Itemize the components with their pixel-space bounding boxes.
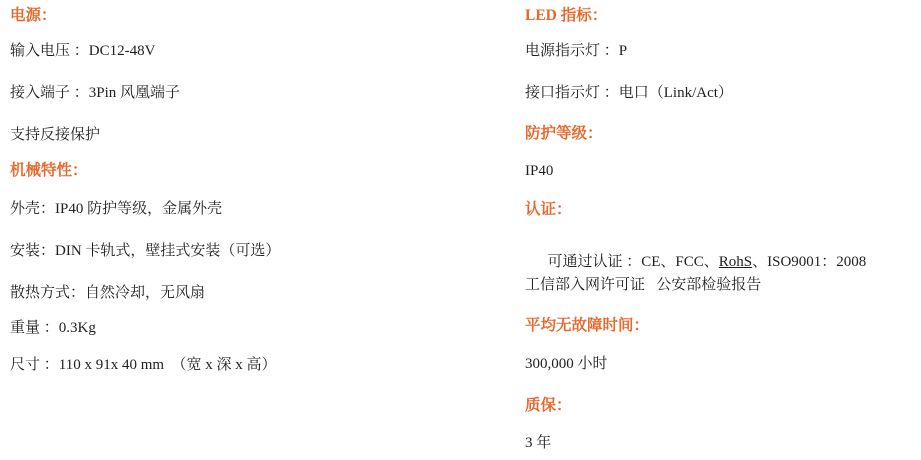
spec-cooling: 散热方式：自然冷却，无风扇 bbox=[10, 285, 206, 301]
spec-certifications-text: 可通过认证 ：CE、FCC、RohS、ISO9001：2008 bbox=[547, 254, 867, 270]
spec-weight: 重量 ：0.3Kg bbox=[10, 320, 96, 336]
section-heading-certification: 认证： bbox=[525, 201, 572, 218]
spec-power-led: 电源指示灯 ：P bbox=[525, 43, 628, 59]
spec-input-terminal: 接入端子 ：3Pin 风凰端子 bbox=[10, 85, 181, 101]
spec-port-led: 接口指示灯 ：电口（Link/Act） bbox=[525, 85, 733, 101]
spec-dimensions: 尺寸 ：110 x 91x 40 mm （宽 x 深 x 高） bbox=[10, 357, 277, 373]
spec-ip-rating: IP40 bbox=[525, 163, 554, 179]
spec-mtbf-value: 300,000 小时 bbox=[525, 356, 608, 372]
spec-licenses: 工信部入网许可证 公安部检验报告 bbox=[525, 277, 762, 293]
section-heading-led: LED 指标： bbox=[525, 7, 608, 24]
section-heading-power: 电源： bbox=[10, 7, 57, 24]
certification-rohs: RohS bbox=[718, 254, 753, 270]
spec-reverse-protection: 支持反接保护 bbox=[10, 127, 101, 143]
section-heading-warranty: 质保： bbox=[525, 397, 572, 414]
spec-input-voltage: 输入电压 ：DC12-48V bbox=[10, 43, 156, 59]
section-heading-protection-level: 防护等级： bbox=[525, 125, 603, 142]
spec-mounting: 安装：DIN 卡轨式，壁挂式安装（可选） bbox=[10, 243, 281, 259]
section-heading-mtbf: 平均无故障时间： bbox=[525, 317, 650, 334]
spec-enclosure: 外壳：IP40 防护等级，金属外壳 bbox=[10, 201, 223, 217]
section-heading-mechanical: 机械特性： bbox=[10, 162, 88, 179]
spec-warranty-value: 3 年 bbox=[525, 435, 552, 451]
